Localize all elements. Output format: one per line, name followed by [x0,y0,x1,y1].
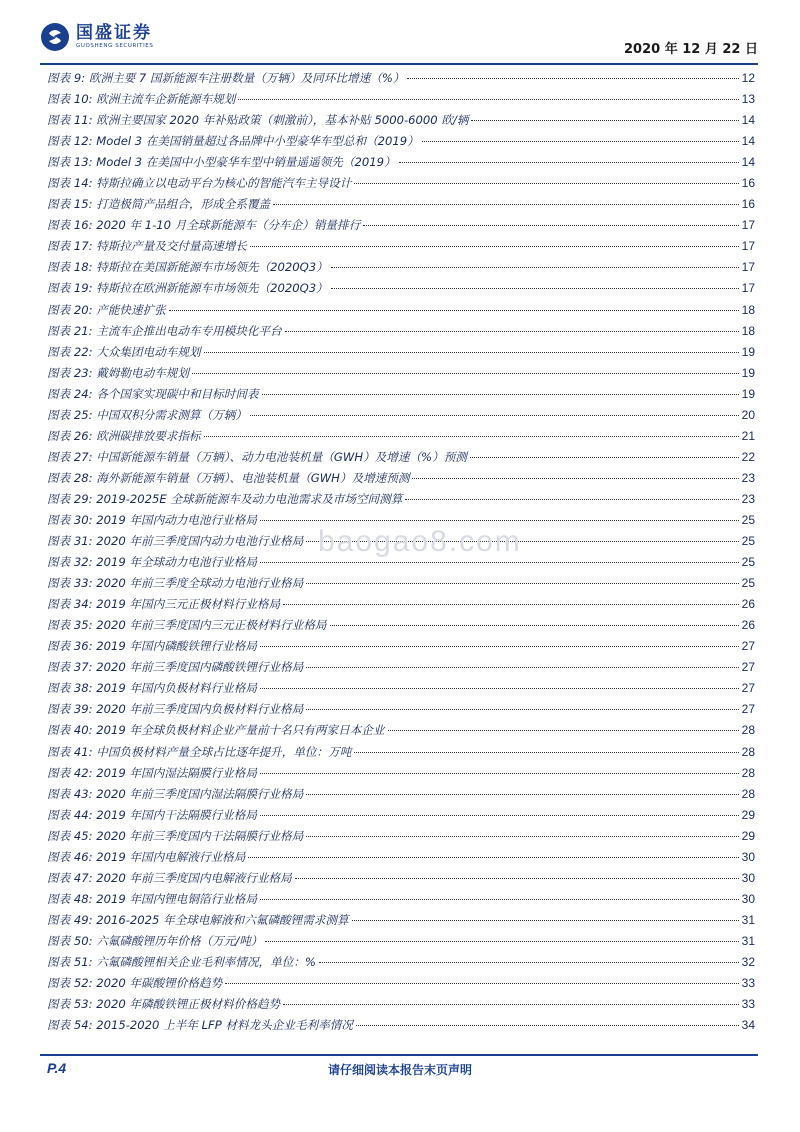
toc-figure-label: 图表 42: [47,765,93,780]
toc-figure-label: 图表 26: [47,428,93,443]
toc-figure-label: 图表 16: [47,218,93,233]
toc-figure-label: 图表 9: [47,71,86,85]
toc-page-number: 30 [741,849,755,864]
toc-leader-dots [363,225,738,226]
toc-page-number: 25 [741,512,755,527]
toc-page-number: 23 [741,491,755,506]
toc-figure-title: 戴姆勒电动车规划 [96,365,189,380]
toc-page-number: 18 [741,323,755,338]
toc-row[interactable] [47,954,755,975]
toc-figure-title: 特斯拉在美国新能源车市场领先（2020Q3） [96,260,328,275]
toc-leader-dots [354,752,738,753]
toc-figure-label: 图表 30: [47,512,93,527]
toc-figure-title: 2020 年前三季度国内磷酸铁锂行业格局 [96,660,304,675]
toc-row[interactable] [47,786,755,807]
toc-figure-label: 图表 28: [47,470,93,485]
toc-page-number: 29 [741,807,755,822]
toc-leader-dots [262,394,739,395]
toc-row[interactable] [47,386,755,407]
toc-page-number: 14 [741,155,755,170]
toc-page-number: 27 [741,702,755,717]
toc-leader-dots [407,78,738,79]
company-logo [40,22,153,52]
toc-row[interactable] [47,722,755,743]
toc-page-number: 25 [741,576,755,591]
toc-row[interactable] [47,680,755,701]
toc-figure-title: Model 3 在美国中小型豪华车型中销量遥遥领先（2019） [96,155,396,170]
toc-figure-title: 主流车企推出电动车专用模块化平台 [96,323,282,338]
toc-leader-dots [283,604,738,605]
toc-leader-dots [238,99,738,100]
toc-figure-title: 2020 年前三季度国内三元正极材料行业格局 [96,618,327,633]
toc-figure-title: 欧洲主流车企新能源车规划 [96,92,236,107]
toc-figure-title: 2020 年前三季度国内电解液行业格局 [96,870,292,885]
toc-figure-label: 图表 19: [47,281,93,296]
toc-page-number: 31 [741,933,755,948]
toc-page-number: 17 [741,281,755,296]
toc-leader-dots [260,646,739,647]
toc-page-number: 27 [741,681,755,696]
toc-figure-title: 2020 年前三季度国内湿法隔膜行业格局 [96,786,304,801]
toc-page-number: 20 [741,407,755,422]
toc-row[interactable] [47,912,755,933]
toc-leader-dots [331,288,739,289]
toc-leader-dots [319,962,739,963]
toc-figure-label: 图表 43: [47,786,93,801]
toc-page-number: 33 [741,997,755,1012]
toc-figure-title: 大众集团电动车规划 [96,344,201,359]
toc-figure-title: 2019 年全球动力电池行业格局 [96,555,257,570]
toc-leader-dots [306,836,738,837]
toc-leader-dots [169,310,739,311]
toc-figure-title: 特斯拉确立以电动平台为核心的智能汽车主导设计 [96,176,352,191]
footer-divider [40,1054,758,1056]
toc-page-number: 21 [741,428,755,443]
header-divider [40,63,758,65]
toc-figure-title: 中国负极材料产量全球占比逐年提升，单位：万吨 [96,744,352,759]
toc-figure-title: 2019 年国内磷酸铁锂行业格局 [96,639,257,654]
toc-figure-label: 图表 52: [47,976,93,991]
toc-figure-title: 欧洲主要国家 2020 年补贴政策（刺激前），基本补贴 5000-6000 欧/辆 [96,113,469,128]
toc-leader-dots [250,415,739,416]
toc-leader-dots [354,183,738,184]
toc-figure-label: 图表 21: [47,323,93,338]
toc-figure-label: 图表 35: [47,618,93,633]
toc-leader-dots [306,667,738,668]
toc-leader-dots [260,520,739,521]
toc-figure-title: 2019 年国内负极材料行业格局 [96,681,257,696]
toc-row[interactable] [47,217,755,238]
toc-figure-label: 图表 39: [47,702,93,717]
toc-row[interactable] [47,975,755,996]
toc-leader-dots [388,730,739,731]
toc-figure-title: 2019 年全球负极材料企业产量前十名只有两家日本企业 [96,723,385,738]
toc-figure-label: 图表 36: [47,639,93,654]
toc-row[interactable] [47,617,755,638]
toc-figure-title: 特斯拉产量及交付量高速增长 [96,239,247,254]
toc-figure-label: 图表 24: [47,386,93,401]
toc-figure-label: 图表 40: [47,723,93,738]
toc-row[interactable] [47,701,755,722]
toc-figure-title: 2019 年国内湿法隔膜行业格局 [96,765,257,780]
toc-figure-label: 图表 25: [47,407,93,422]
toc-page-number: 17 [741,218,755,233]
toc-leader-dots [295,878,739,879]
toc-row[interactable] [47,365,755,386]
toc-leader-dots [306,709,738,710]
logo-chinese-name: 国盛证券 [76,23,152,43]
page-header [40,22,758,60]
toc-figure-label: 图表 18: [47,260,93,275]
toc-row[interactable] [47,133,755,154]
toc-figure-label: 图表 29: [47,491,93,506]
toc-figure-label: 图表 53: [47,997,93,1012]
toc-figure-title: Model 3 在美国销量超过各品牌中小型豪华车型总和（2019） [96,134,419,149]
toc-row[interactable] [47,849,755,870]
toc-leader-dots [331,267,739,268]
toc-figure-label: 图表 27: [47,449,93,464]
toc-leader-dots [306,583,738,584]
toc-page-number: 17 [741,260,755,275]
logo-english-name: GUOSHENG SECURITIES [76,43,154,49]
toc-figure-title: 2019 年国内干法隔膜行业格局 [96,807,257,822]
toc-figure-label: 图表 37: [47,660,93,675]
toc-figure-title: 六氟磷酸锂相关企业毛利率情况，单位：% [96,954,316,969]
toc-row[interactable] [47,196,755,217]
toc-figure-title: 欧洲主要 7 国新能源车注册数量（万辆）及同环比增速（%） [88,71,405,85]
toc-leader-dots [330,625,739,626]
toc-page-number: 28 [741,723,755,738]
toc-leader-dots [204,352,739,353]
toc-row[interactable] [47,302,755,323]
toc-figure-title: 产能快速扩张 [96,302,166,317]
toc-row[interactable] [47,175,755,196]
toc-figure-title: 2020 年 1-10 月全球新能源车（分车企）销量排行 [96,218,361,233]
toc-figure-label: 图表 48: [47,891,93,906]
toc-leader-dots [260,688,739,689]
toc-figure-label: 图表 12: [47,134,93,149]
toc-row[interactable] [47,1017,755,1038]
toc-figure-label: 图表 33: [47,576,93,591]
toc-page-number: 17 [741,239,755,254]
toc-page-number: 30 [741,870,755,885]
toc-page-number: 31 [741,912,755,927]
toc-leader-dots [356,1025,739,1026]
toc-figure-title: 各个国家实现碳中和目标时间表 [96,386,259,401]
toc-figure-title: 六氟磷酸锂历年价格（万元/吨） [96,933,263,948]
toc-figure-label: 图表 32: [47,555,93,570]
logo-icon [40,22,70,52]
toc-figure-title: 2016-2025 年全球电解液和六氟磷酸锂需求测算 [96,912,349,927]
toc-page-number: 19 [741,365,755,380]
toc-row[interactable] [47,996,755,1017]
toc-page-number: 34 [741,1018,755,1033]
toc-figure-title: 2020 年前三季度国内动力电池行业格局 [96,534,304,549]
toc-page-number: 28 [741,765,755,780]
toc-page-number: 29 [741,828,755,843]
toc-figure-label: 图表 50: [47,933,93,948]
toc-figure-title: 中国新能源车销量（万辆）、动力电池装机量（GWH）及增速（%）预测 [96,449,467,464]
toc-page-number: 19 [741,386,755,401]
toc-leader-dots [285,331,739,332]
toc-page-number: 12 [741,71,755,85]
toc-figure-title: 欧洲碳排放要求指标 [96,428,201,443]
toc-row[interactable] [47,744,755,765]
toc-row[interactable] [47,112,755,133]
toc-leader-dots [260,773,739,774]
toc-figure-label: 图表 34: [47,597,93,612]
toc-leader-dots [471,120,738,121]
toc-figure-title: 2020 年碳酸锂价格趋势 [96,976,223,991]
toc-figure-title: 2019 年国内三元正极材料行业格局 [96,597,281,612]
toc-row[interactable] [47,491,755,512]
page-number: P.4 [47,1060,67,1076]
toc-page-number: 25 [741,534,755,549]
toc-leader-dots [248,857,738,858]
toc-page-number: 19 [741,344,755,359]
watermark: baogao8.com [318,525,522,558]
toc-figure-title: 2019 年国内动力电池行业格局 [96,512,257,527]
toc-leader-dots [265,941,738,942]
toc-leader-dots [204,436,739,437]
toc-row[interactable] [47,828,755,849]
toc-leader-dots [399,162,739,163]
toc-figure-label: 图表 11: [47,113,93,128]
toc-figure-title: 2019-2025E 全球新能源车及动力电池需求及市场空间测算 [96,491,403,506]
toc-row[interactable] [47,323,755,344]
toc-page-number: 13 [741,92,755,107]
toc-figure-label: 图表 51: [47,954,93,969]
toc-figure-label: 图表 15: [47,197,93,212]
toc-leader-dots [306,794,738,795]
toc-page-number: 27 [741,660,755,675]
toc-figure-label: 图表 44: [47,807,93,822]
toc-page-number: 22 [741,449,755,464]
toc-figure-label: 图表 23: [47,365,93,380]
report-date: 2020 年 12 月 22 日 [624,42,758,57]
toc-page-number: 28 [741,744,755,759]
toc-leader-dots [352,920,739,921]
toc-figure-label: 图表 38: [47,681,93,696]
toc-row[interactable] [47,154,755,175]
toc-row[interactable] [47,407,755,428]
toc-figure-title: 特斯拉在欧洲新能源车市场领先（2020Q3） [96,281,328,296]
toc-figure-title: 2020 年前三季度全球动力电池行业格局 [96,576,304,591]
toc-leader-dots [273,204,738,205]
toc-figure-title: 2015-2020 上半年 LFP 材料龙头企业毛利率情况 [96,1018,353,1033]
toc-leader-dots [405,499,738,500]
toc-figure-title: 2020 年前三季度国内干法隔膜行业格局 [96,828,304,843]
toc-figure-title: 2019 年国内锂电铜箔行业格局 [96,891,257,906]
toc-page-number: 33 [741,976,755,991]
toc-row[interactable] [47,870,755,891]
toc-page-number: 30 [741,891,755,906]
toc-figure-label: 图表 14: [47,176,93,191]
toc-figure-label: 图表 13: [47,155,93,170]
toc-leader-dots [260,899,739,900]
toc-leader-dots [250,246,739,247]
toc-row[interactable] [47,659,755,680]
toc-figure-title: 2020 年前三季度国内负极材料行业格局 [96,702,304,717]
toc-row[interactable] [47,891,755,912]
toc-row[interactable] [47,575,755,596]
toc-leader-dots [283,1004,738,1005]
toc-page-number: 14 [741,113,755,128]
toc-row[interactable] [47,807,755,828]
toc-page-number: 27 [741,639,755,654]
toc-figure-title: 海外新能源车销量（万辆）、电池装机量（GWH）及增速预测 [96,470,410,485]
toc-figure-title: 中国双积分需求测算（万辆） [96,407,247,422]
toc-page-number: 18 [741,302,755,317]
toc-row[interactable] [47,765,755,786]
toc-page-number: 28 [741,786,755,801]
toc-page-number: 23 [741,470,755,485]
toc-page-number: 14 [741,134,755,149]
toc-figure-label: 图表 20: [47,302,93,317]
toc-page-number: 16 [741,176,755,191]
toc-figure-label: 图表 45: [47,828,93,843]
toc-leader-dots [225,983,738,984]
toc-leader-dots [412,478,738,479]
toc-figure-title: 打造极简产品组合，形成全系覆盖 [96,197,271,212]
toc-figure-label: 图表 47: [47,870,93,885]
toc-figure-label: 图表 54: [47,1018,93,1033]
toc-figure-label: 图表 22: [47,344,93,359]
toc-figure-label: 图表 10: [47,92,93,107]
toc-page-number: 32 [741,954,755,969]
toc-leader-dots [260,562,739,563]
toc-row[interactable] [47,449,755,470]
toc-figure-label: 图表 31: [47,534,93,549]
toc-leader-dots [470,457,739,458]
toc-row[interactable] [47,280,755,301]
toc-leader-dots [422,141,739,142]
toc-row[interactable] [47,238,755,259]
toc-figure-title: 2020 年磷酸铁锂正极材料价格趋势 [96,997,281,1012]
toc-figure-label: 图表 17: [47,239,93,254]
toc-figure-label: 图表 46: [47,849,93,864]
toc-row[interactable] [47,596,755,617]
toc-row[interactable] [47,933,755,954]
toc-page-number: 25 [741,555,755,570]
toc-row[interactable] [47,70,755,91]
toc-page-number: 26 [741,597,755,612]
toc-leader-dots [192,373,739,374]
toc-row[interactable] [47,259,755,280]
toc-row[interactable] [47,91,755,112]
toc-page-number: 26 [741,618,755,633]
toc-row[interactable] [47,638,755,659]
toc-figure-label: 图表 41: [47,744,93,759]
toc-row[interactable] [47,344,755,365]
toc-page-number: 16 [741,197,755,212]
toc-leader-dots [260,815,739,816]
disclaimer-text: 请仔细阅读本报告末页声明 [327,1063,472,1077]
toc-figure-label: 图表 49: [47,912,93,927]
toc-row[interactable] [47,470,755,491]
toc-figure-title: 2019 年国内电解液行业格局 [96,849,246,864]
toc-row[interactable] [47,428,755,449]
